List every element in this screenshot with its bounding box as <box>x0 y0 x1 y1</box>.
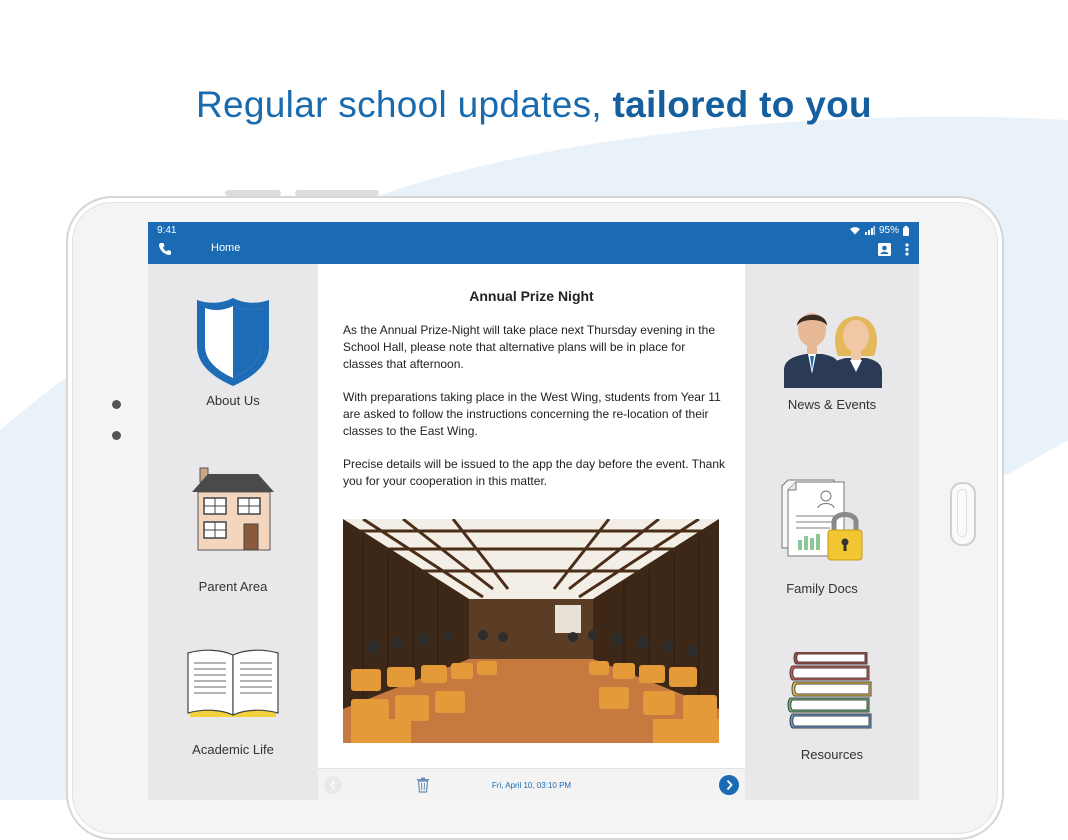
tile-label: News & Events <box>745 397 919 412</box>
prize-night-hall-photo <box>343 519 719 743</box>
tile-label: About Us <box>148 393 318 408</box>
article-paragraph: With preparations taking place in the West Wing, students from Year 11 are asked to follow the instructions concerning the re-location of their classes to the East Wing. <box>343 389 728 440</box>
wifi-icon <box>849 226 861 235</box>
headline-bold: tailored to you <box>613 84 872 125</box>
app-bar-title: Home <box>211 242 240 254</box>
article-paragraph: Precise details will be issued to the app the day before the event. Thank you for your cooperation in this matter. <box>343 456 728 490</box>
sensor-dot <box>112 431 121 440</box>
tile-resources[interactable] <box>745 652 919 762</box>
chevron-right-icon <box>719 775 739 795</box>
status-time: 9:41 <box>157 225 176 236</box>
tile-parent-area[interactable] <box>148 466 318 594</box>
tile-academic-life[interactable] <box>148 649 318 757</box>
camera-dot <box>112 400 121 409</box>
battery-icon <box>903 226 909 236</box>
article-body <box>343 322 728 506</box>
headline <box>0 84 1068 126</box>
phone-icon[interactable] <box>158 242 172 256</box>
app-screen <box>148 222 919 800</box>
tile-news-events[interactable] <box>745 300 919 412</box>
status-icons <box>849 225 909 236</box>
home-hardware-button[interactable] <box>950 482 976 546</box>
tile-label: Parent Area <box>148 579 318 594</box>
house-icon <box>188 466 278 556</box>
article-date: Fri, April 10, 03:10 PM <box>318 781 745 790</box>
shield-icon <box>193 294 273 390</box>
tile-label: Family Docs <box>735 581 909 596</box>
article-title: Annual Prize Night <box>318 288 745 304</box>
article-panel <box>318 264 745 800</box>
left-menu-column <box>148 264 318 800</box>
battery-percent: 95% <box>879 225 899 236</box>
article-paragraph: As the Annual Prize-Night will take place next Thursday evening in the School Hall, please note that alternative plans will be in place for classes that afternoon. <box>343 322 728 373</box>
tile-family-docs[interactable] <box>735 478 909 596</box>
locked-document-icon <box>774 478 870 566</box>
contact-card-icon[interactable] <box>878 243 891 256</box>
app-bar <box>148 222 919 264</box>
next-button[interactable] <box>719 775 739 795</box>
tile-label: Academic Life <box>148 742 318 757</box>
tile-label: Resources <box>745 747 919 762</box>
people-icon <box>774 300 890 390</box>
article-footer <box>318 768 745 800</box>
book-stack-icon <box>787 652 877 730</box>
signal-icon <box>865 226 875 235</box>
headline-regular: Regular school updates, <box>196 84 613 125</box>
tile-about-us[interactable] <box>148 294 318 408</box>
more-vert-icon[interactable] <box>905 243 909 256</box>
right-menu-column <box>745 264 919 800</box>
open-book-icon <box>186 649 280 723</box>
